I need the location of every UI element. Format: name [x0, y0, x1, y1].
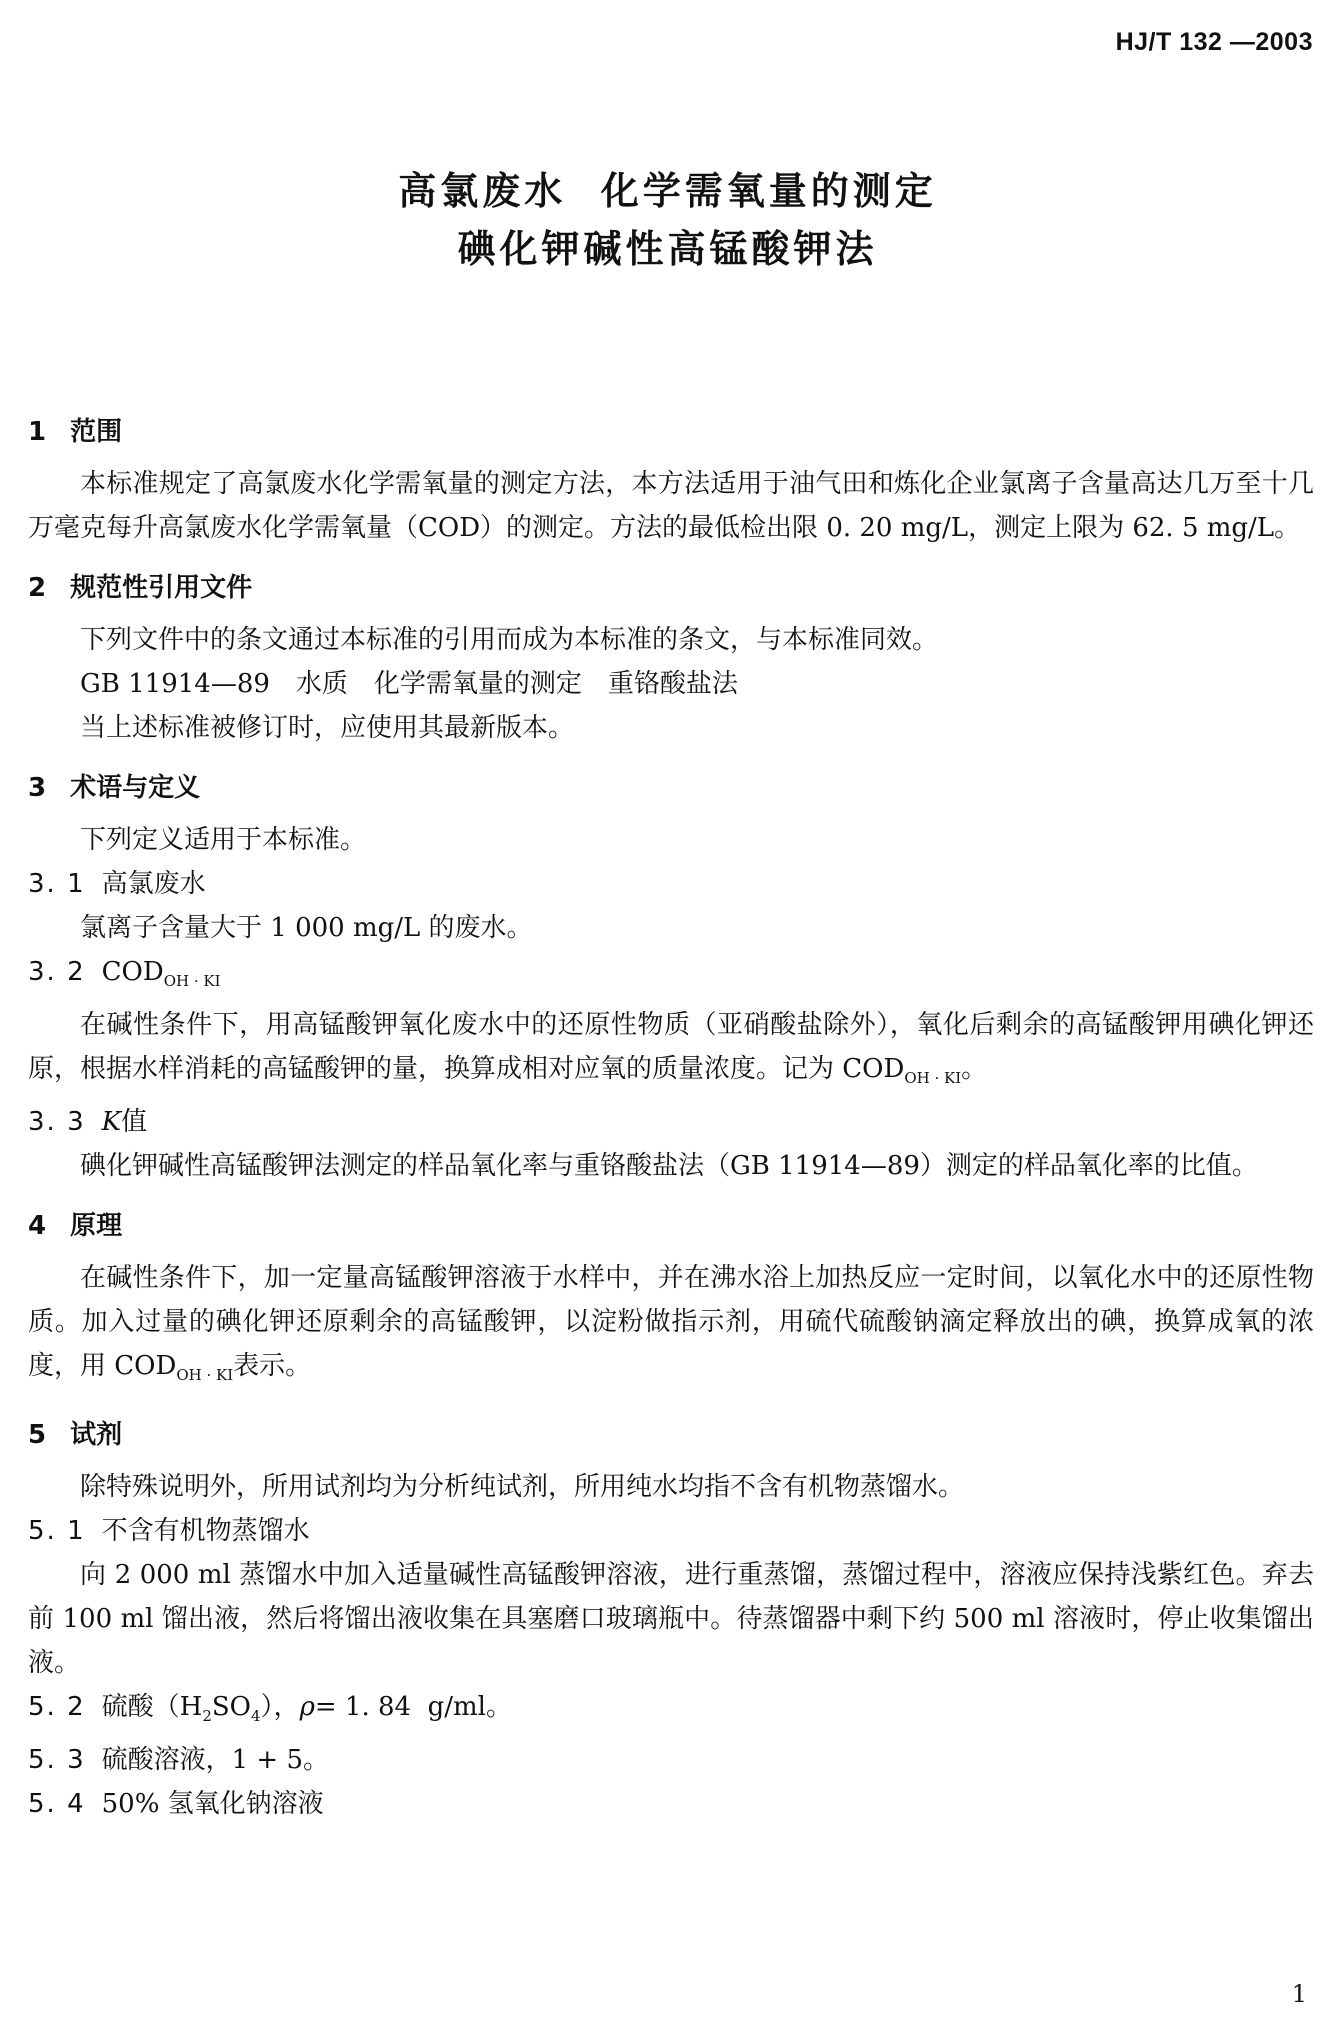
section-4-paragraph: [28, 1256, 1314, 1397]
subsection-title: 50% 氢氧化钠溶液: [101, 1789, 324, 1819]
section-3-1-paragraph: 氯离子含量大于 1 000 mg/L 的废水。: [80, 913, 533, 943]
section-number: 5: [28, 1420, 49, 1450]
subsection-number: 3. 2: [28, 957, 86, 987]
section-5-1-paragraph: 向 2 000 ml 蒸馏水中加入适量碱性高锰酸钾溶液，进行重蒸馏，蒸馏过程中，溶液应保持浅紫红色。弃去前 100 ml 馏出液，然后将馏出液收集在具塞磨口玻璃瓶中。待蒸馏器中剩下约 500 ml 溶液时，停止收集馏出液。: [28, 1560, 1314, 1678]
section-3-heading: [28, 766, 1314, 810]
subsection-title: 值: [121, 1107, 148, 1137]
subsection-number: 5. 2: [28, 1692, 86, 1722]
k-symbol: K: [101, 1107, 122, 1137]
subscript: 2: [202, 1707, 212, 1725]
paragraph-end: 表示。: [233, 1351, 312, 1381]
section-5-2-heading: [28, 1685, 1314, 1738]
document-body: [28, 410, 1314, 1826]
subsection-number: 3. 1: [28, 869, 86, 899]
section-3-2-heading: [28, 950, 1314, 1003]
section-number: 4: [28, 1211, 49, 1241]
subscript: OH · KI: [904, 1069, 962, 1087]
section-5-4-heading: [28, 1782, 1314, 1826]
subsection-number: 5. 4: [28, 1789, 86, 1819]
section-number: 3: [28, 773, 49, 803]
paragraph-text: 在碱性条件下，加一定量高锰酸钾溶液于水样中，并在沸水浴上加热反应一定时间，以氧化水中的还原性物质。加入过量的碘化钾还原剩余的高锰酸钾，以淀粉做指示剂，用硫代硫酸钠滴定释放出的碘，换算成氧的浓度，用 COD: [28, 1263, 1314, 1381]
section-3-2-paragraph: [28, 1003, 1314, 1100]
section-number: 1: [28, 417, 49, 447]
section-5-1-heading: [28, 1509, 1314, 1553]
section-title: 试剂: [70, 1420, 123, 1450]
title-line-2: 碘化钾碱性高锰酸钾法: [457, 227, 878, 271]
subsection-number: 5. 3: [28, 1745, 86, 1775]
section-2-heading: [28, 566, 1314, 610]
section-3-paragraph: 下列定义适用于本标准。: [80, 825, 367, 855]
subsection-title: 高氯废水: [101, 869, 206, 899]
document-header-code: HJ/T 132 —2003: [1115, 28, 1313, 56]
section-5-paragraph: 除特殊说明外，所用试剂均为分析纯试剂，所用纯水均指不含有机物蒸馏水。: [80, 1472, 965, 1502]
section-2-paragraph-3: 当上述标准被修订时，应使用其最新版本。: [80, 713, 575, 743]
section-5-heading: [28, 1413, 1314, 1457]
section-3-1-heading: [28, 862, 1314, 906]
rho-symbol: ρ: [299, 1692, 315, 1722]
section-1-paragraph: 本标准规定了高氯废水化学需氧量的测定方法，本方法适用于油气田和炼化企业氯离子含量高达几万至十几万毫克每升高氯废水化学需氧量（COD）的测定。方法的最低检出限 0. 20 mg/L，测定上限为 62. 5 mg/L。: [28, 469, 1314, 543]
title-line-1: 高氯废水 化学需氧量的测定: [398, 169, 937, 213]
page-number: 1: [1291, 1980, 1307, 2008]
paragraph-text: 在碱性条件下，用高锰酸钾氧化废水中的还原性物质（亚硝酸盐除外），氧化后剩余的高锰酸钾用碘化钾还原，根据水样消耗的高锰酸钾的量，换算成相对应氧的质量浓度。记为 COD: [28, 1010, 1314, 1084]
formula-text: SO: [211, 1692, 251, 1722]
section-title: 规范性引用文件: [70, 573, 253, 603]
subscript: 4: [251, 1707, 261, 1725]
subscript: OH · KI: [163, 972, 221, 990]
section-number: 2: [28, 573, 49, 603]
subsection-title: 不含有机物蒸馏水: [101, 1516, 310, 1546]
section-3-3-heading: [28, 1100, 1314, 1144]
section-2-reference: GB 11914—89 水质 化学需氧量的测定 重铬酸盐法: [80, 669, 738, 699]
section-5-3-heading: [28, 1738, 1314, 1782]
section-title: 原理: [70, 1211, 123, 1241]
formula-text: ），: [260, 1692, 300, 1722]
formula-text: 硫酸（H: [101, 1692, 203, 1722]
section-3-3-paragraph: 碘化钾碱性高锰酸钾法测定的样品氧化率与重铬酸盐法（GB 11914—89）测定的样品氧化率的比值。: [80, 1151, 1258, 1181]
subsection-number: 3. 3: [28, 1107, 86, 1137]
subscript: OH · KI: [176, 1366, 234, 1384]
section-title: 范围: [70, 417, 123, 447]
formula-text: = 1. 84 g/ml。: [314, 1692, 512, 1722]
section-title: 术语与定义: [70, 773, 201, 803]
section-2-paragraph-1: 下列文件中的条文通过本标准的引用而成为本标准的条文，与本标准同效。: [80, 625, 939, 655]
paragraph-end: 。: [961, 1054, 988, 1084]
section-1-heading: [28, 410, 1314, 454]
subsection-title: COD: [101, 957, 164, 987]
section-4-heading: [28, 1204, 1314, 1248]
subsection-title: 硫酸溶液，1 + 5。: [101, 1745, 330, 1775]
subsection-number: 5. 1: [28, 1516, 86, 1546]
